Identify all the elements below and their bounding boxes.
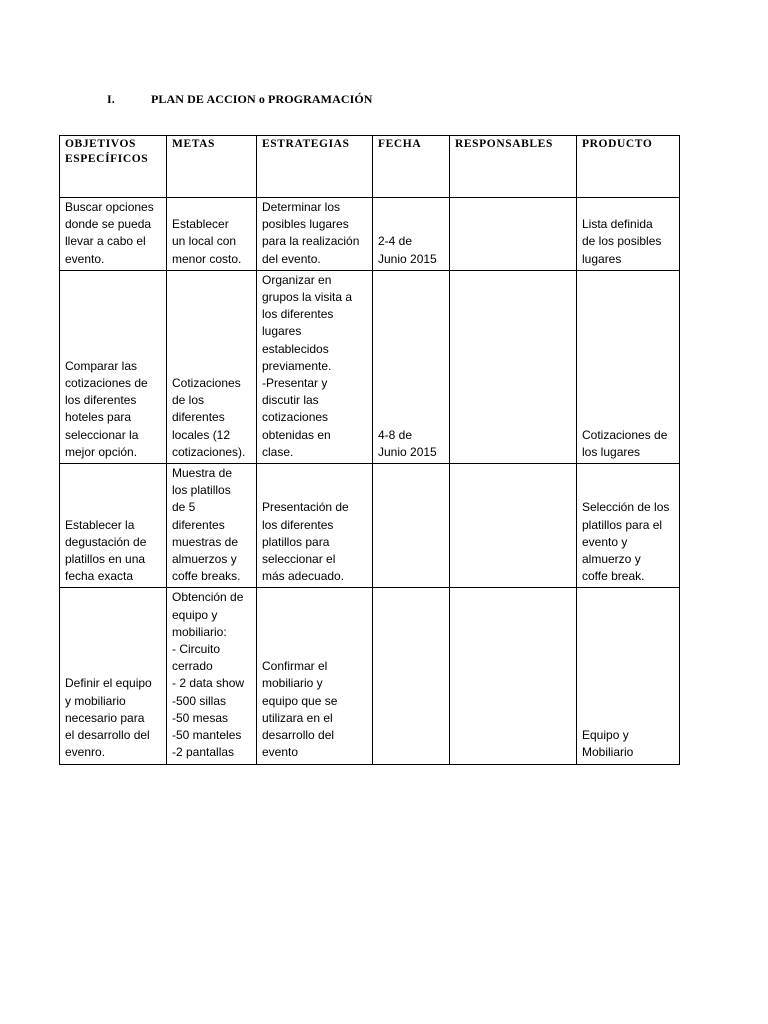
table-row: [60, 270, 680, 463]
cell-responsables: [450, 270, 577, 463]
cell-estrategia: Presentación de los diferentes platillos para seleccionar el más adecuado.: [257, 464, 373, 588]
header-metas: METAS: [167, 136, 257, 198]
table-header-row: [60, 136, 680, 198]
cell-fecha: 2-4 de Junio 2015: [373, 198, 450, 271]
cell-producto: Cotizaciones de los lugares: [577, 270, 680, 463]
cell-fecha: [373, 464, 450, 588]
cell-producto: Selección de los platillos para el evento y almuerzo y coffe break.: [577, 464, 680, 588]
cell-objetivo: Definir el equipo y mobiliario necesario para el desarrollo del evenro.: [60, 588, 167, 764]
section-title: PLAN DE ACCION o PROGRAMACIÓN: [151, 92, 373, 106]
cell-responsables: [450, 464, 577, 588]
cell-estrategia: Confirmar el mobiliario y equipo que se utilizara en el desarrollo del evento: [257, 588, 373, 764]
section-number: I.: [107, 92, 115, 106]
cell-objetivo: Comparar las cotizaciones de los diferentes hoteles para seleccionar la mejor opción.: [60, 270, 167, 463]
action-plan-table: [59, 135, 680, 765]
cell-meta: Obtención de equipo y mobiliario: - Circuito cerrado - 2 data show -500 sillas -50 mesas -50 manteles -2 pantallas: [167, 588, 257, 764]
table-row: [60, 464, 680, 588]
cell-producto: Equipo y Mobiliario: [577, 588, 680, 764]
header-responsables: RESPONSABLES: [450, 136, 577, 198]
cell-estrategia: Organizar en grupos la visita a los diferentes lugares establecidos previamente. -Presentar y discutir las cotizaciones obtenidas en clase.: [257, 270, 373, 463]
header-fecha: FECHA: [373, 136, 450, 198]
cell-objetivo: Establecer la degustación de platillos en una fecha exacta: [60, 464, 167, 588]
section-heading: [107, 92, 373, 107]
header-producto: PRODUCTO: [577, 136, 680, 198]
cell-estrategia: Determinar los posibles lugares para la realización del evento.: [257, 198, 373, 271]
table-row: [60, 588, 680, 764]
cell-fecha: 4-8 de Junio 2015: [373, 270, 450, 463]
cell-objetivo: Buscar opciones donde se pueda llevar a cabo el evento.: [60, 198, 167, 271]
cell-meta: Establecer un local con menor costo.: [167, 198, 257, 271]
header-estrategias: ESTRATEGIAS: [257, 136, 373, 198]
cell-fecha: [373, 588, 450, 764]
cell-responsables: [450, 588, 577, 764]
cell-meta: Cotizaciones de los diferentes locales (12 cotizaciones).: [167, 270, 257, 463]
cell-responsables: [450, 198, 577, 271]
cell-meta: Muestra de los platillos de 5 diferentes muestras de almuerzos y coffe breaks.: [167, 464, 257, 588]
cell-producto: Lista definida de los posibles lugares: [577, 198, 680, 271]
table-row: [60, 198, 680, 271]
header-objetivos: OBJETIVOS ESPECÍFICOS: [60, 136, 167, 198]
